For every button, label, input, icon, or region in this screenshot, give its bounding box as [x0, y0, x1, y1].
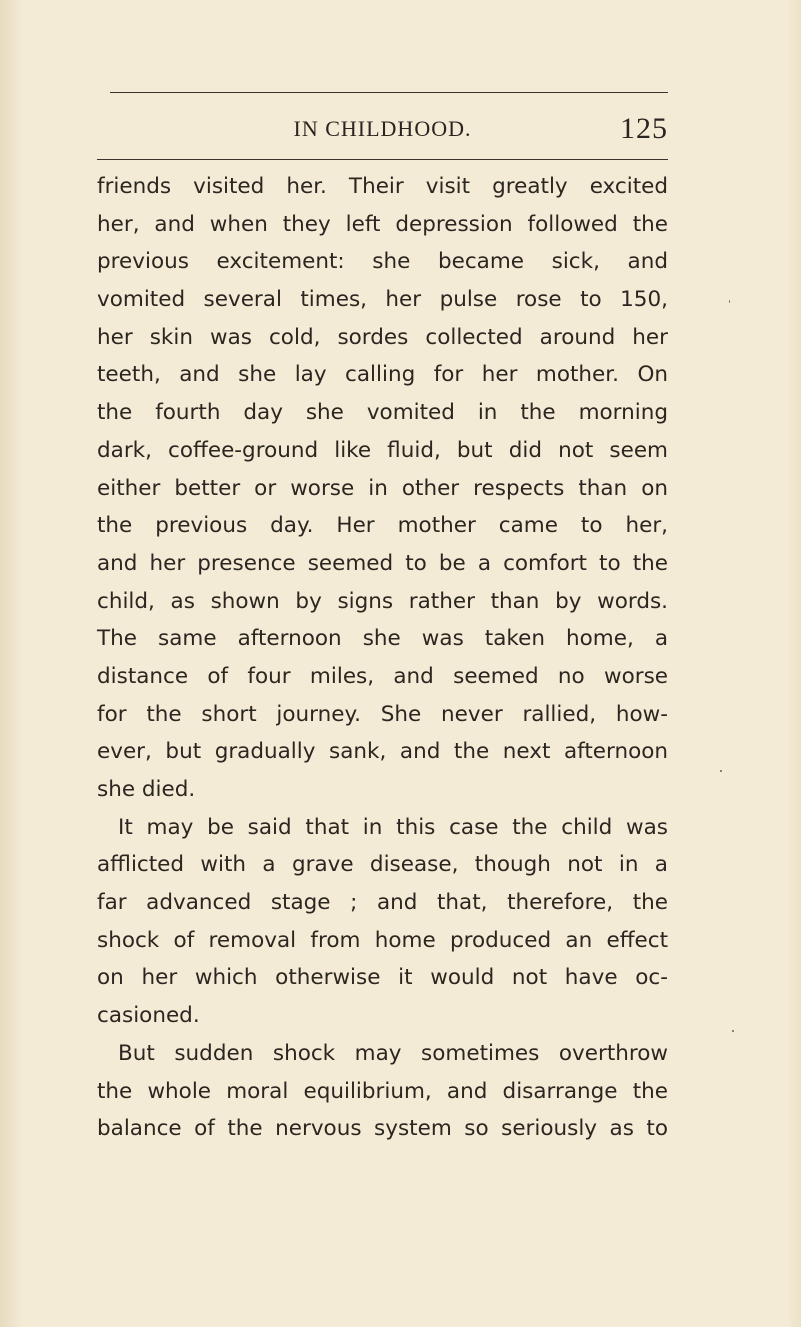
text-line: she died.: [97, 777, 196, 802]
paper-speck: [729, 300, 730, 303]
text-line: the whole moral equilibrium, and disarrange the: [97, 1078, 668, 1104]
text-line: It may be said that in this case the child was: [118, 814, 668, 840]
text-line: The same afternoon she was taken home, a: [97, 626, 668, 652]
running-head: [97, 112, 668, 146]
paper-speck: [732, 1030, 734, 1032]
page-number: 125: [620, 112, 668, 145]
text-line: her, and when they left depression followed the: [97, 211, 668, 237]
text-line: afflicted with a grave disease, though not in a: [97, 852, 668, 878]
text-line: shock of removal from home produced an effect: [97, 927, 668, 953]
text-line: the previous day. Her mother came to her,: [97, 513, 668, 539]
text-line: for the short journey. She never rallied, how-: [97, 701, 668, 727]
text-line: teeth, and she lay calling for her mother. On: [97, 362, 668, 388]
text-line: far advanced stage ; and that, therefore, the: [97, 890, 668, 916]
text-line: her skin was cold, sordes collected around her: [97, 324, 668, 350]
text-line: on her which otherwise it would not have oc-: [97, 965, 668, 991]
running-title: IN CHILDHOOD.: [293, 116, 472, 141]
text-line: dark, coffee-ground like fluid, but did not seem: [97, 437, 668, 463]
text-line: previous excitement: she became sick, and: [97, 249, 668, 275]
text-line: the fourth day she vomited in the morning: [97, 400, 668, 426]
text-line: either better or worse in other respects than on: [97, 475, 668, 501]
text-line: and her presence seemed to be a comfort to the: [97, 550, 668, 576]
text-line: vomited several times, her pulse rose to 150,: [97, 287, 668, 313]
text-line: child, as shown by signs rather than by words.: [97, 588, 668, 614]
text-line: distance of four miles, and seemed no worse: [97, 663, 668, 689]
body-text: [97, 168, 668, 1148]
text-line: But sudden shock may sometimes overthrow: [118, 1040, 668, 1066]
text-line: friends visited her. Their visit greatly excited: [97, 174, 668, 199]
text-line: casioned.: [97, 1003, 200, 1029]
text-line: balance of the nervous system so seriously as to: [97, 1116, 668, 1142]
text-line: ever, but gradually sank, and the next afternoon: [97, 739, 668, 765]
header-rule-bottom: [97, 159, 668, 160]
paper-speck: [720, 770, 722, 772]
header-rule-top: [110, 92, 668, 93]
